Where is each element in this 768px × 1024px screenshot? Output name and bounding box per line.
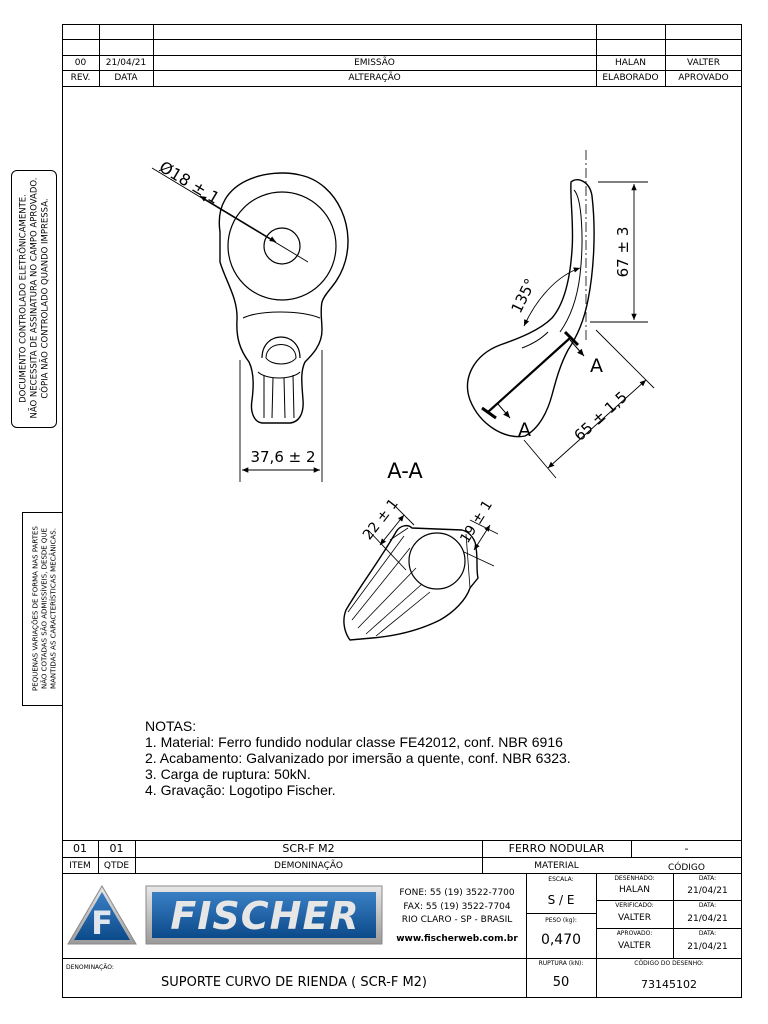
dim-length: 65 ± 1,5 [570,387,631,445]
section-marker-top: A [590,355,603,377]
control-note-line-2: NÃO NECESSITA DE ASSINATURA NO CAMPO APROVADO. [29,177,40,419]
website-link[interactable]: www.fischerweb.com.br [396,934,518,944]
dim-height: 67 ± 3 [614,226,632,278]
variation-note-line-3: MANTIDAS AS CARACTERÍSTICAS MECÂNICAS. [49,528,58,689]
verified-date: 21/04/21 [687,914,728,924]
section-title: A-A [387,459,423,483]
rev-approved: VALTER [687,58,720,68]
section-marker-bottom: A [518,419,531,441]
parts-material: FERRO NODULAR [508,842,605,855]
rev-header-change: ALTERAÇÃO [348,73,401,83]
drawing-code-label: CÓDIGO DO DESENHO: [634,960,704,967]
drawing-code: 73145102 [641,978,697,991]
rupture-value: 50 [552,975,570,990]
logo-text: FISCHER [170,894,360,938]
rupture-label: RUPTURA (kN): [538,960,584,967]
note-4: 4. Gravação: Logotipo Fischer. [145,782,336,798]
scale-value: S / E [547,893,575,907]
parts-header-item: ITEM [69,861,91,871]
parts-header-qty: QTDE [103,861,130,871]
note-3: 3. Carga de ruptura: 50kN. [145,766,311,782]
rev-elaborated: HALAN [614,58,647,68]
notes-title: NOTAS: [145,718,197,734]
verified-date-label: DATA: [698,902,717,909]
contact-location: RIO CLARO - SP - BRASIL [401,915,513,925]
rev-number: 00 [74,58,87,68]
rev-header-rev: REV. [70,73,91,83]
logo-mark: F [91,904,113,942]
rev-date: 21/04/21 [105,58,147,68]
variation-note-line-2: NÃO COTADAS SÃO ADMISSÍVEIS, DESDE QUE [40,528,49,690]
drawn-by: HALAN [618,885,651,895]
approved-date-label: DATA: [698,930,717,937]
drawn-label: DESENHADO: [614,875,655,882]
weight-value: 0,470 [540,932,582,948]
denomination-label: DENOMINAÇÃO: [66,964,114,971]
contact-fax: FAX: 55 (19) 3522-7704 [403,902,511,912]
parts-item: 01 [73,842,87,855]
contact-phone: FONE: 55 (19) 3522-7700 [399,888,515,898]
control-note-line-3: CÓPIA NÃO CONTROLADO QUANDO IMPRESSA. [40,198,51,399]
note-1: 1. Material: Ferro fundido nodular classe FE42012, conf. NBR 6916 [145,734,563,750]
dim-angle: 135° [507,275,540,316]
control-note-line-1: DOCUMENTO CONTROLADO ELETRÔNICAMENTE. [18,194,29,403]
drawn-date-label: DATA: [698,875,717,882]
parts-qty: 01 [109,842,124,855]
parts-header-code: CÓDIGO [667,863,705,873]
rev-change: EMISSÃO [354,58,395,68]
rev-header-elaborated: ELABORADO [602,73,659,83]
verified-by: VALTER [618,913,651,923]
parts-header-name: DEMONINAÇÃO [274,861,343,871]
variation-note-line-1: PEQUENAS VARIAÇÕES DE FORMA NAS PARTES [31,526,40,691]
weight-label: PESO (kg): [545,917,577,924]
approved-label: APROVADO: [616,930,653,937]
rev-header-approved: APROVADO [678,73,729,83]
scale-label: ESCALA: [548,876,574,883]
drawn-date: 21/04/21 [687,886,728,896]
approved-date: 21/04/21 [687,942,728,952]
parts-header-material: MATERIAL [534,861,579,871]
parts-name: SCR-F M2 [282,842,335,855]
note-2: 2. Acabamento: Galvanizado por imersão a quente, conf. NBR 6323. [145,750,571,766]
dim-section-a: 22 ± 1 [359,495,402,544]
rev-header-date: DATA [114,73,138,83]
approved-by: VALTER [618,941,651,951]
denomination-value: SUPORTE CURVO DE RIENDA ( SCR-F M2) [160,975,428,990]
dim-diameter: Ø18 ± 1 [155,157,223,208]
notes-block [145,718,571,798]
verified-label: VERIFICADO: [615,902,654,909]
parts-code: - [684,842,689,855]
front-view [219,173,348,423]
dim-width: 37,6 ± 2 [250,448,316,466]
side-view [468,150,654,478]
dim-section-b: 19 ± 1 [457,497,496,547]
